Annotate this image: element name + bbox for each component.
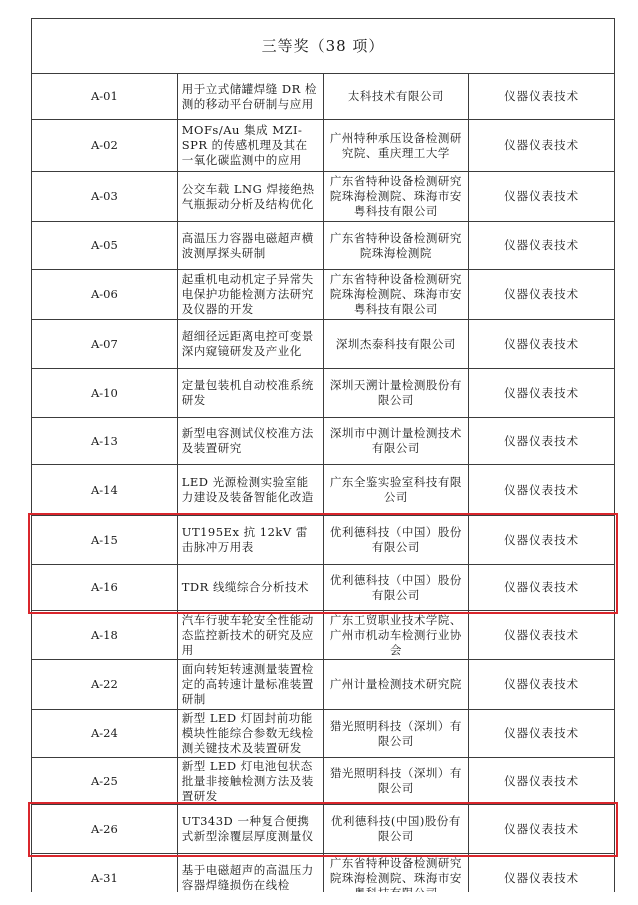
row-code: A-31: [32, 854, 178, 903]
row-project-name: LED 光源检测实验室能力建设及装备智能化改造: [177, 465, 323, 516]
row-organization: 优利德科技（中国）股份有限公司: [323, 565, 469, 611]
row-project-name: 汽车行驶车轮安全性能动态监控新技术的研究及应用: [177, 611, 323, 660]
row-category: 仪器仪表技术: [469, 565, 615, 611]
row-project-name: 基于电磁超声的高温压力容器焊缝损伤在线检: [177, 854, 323, 903]
table-row: [32, 222, 615, 270]
row-project-name: 新型 LED 灯电池包状态批量非接触检测方法及装置研发: [177, 758, 323, 805]
row-organization: 猎光照明科技（深圳）有限公司: [323, 758, 469, 805]
row-category: 仪器仪表技术: [469, 611, 615, 660]
row-organization: 深圳市中测计量检测技术有限公司: [323, 418, 469, 465]
table-row: [32, 465, 615, 516]
row-project-name: TDR 线缆综合分析技术: [177, 565, 323, 611]
row-category: 仪器仪表技术: [469, 172, 615, 222]
row-category: 仪器仪表技术: [469, 758, 615, 805]
title-row: [32, 19, 615, 74]
row-project-name: 新型电容测试仪校准方法及装置研究: [177, 418, 323, 465]
table-row: [32, 120, 615, 172]
row-organization: 广东全鉴实验室科技有限公司: [323, 465, 469, 516]
table-row: [32, 270, 615, 320]
row-project-name: 高温压力容器电磁超声横波测厚探头研制: [177, 222, 323, 270]
row-organization: 广东省特种设备检测研究院珠海检测院、珠海市安粤科技有限公司: [323, 172, 469, 222]
row-organization: 广州计量检测技术研究院: [323, 660, 469, 710]
row-code: A-15: [32, 516, 178, 565]
row-code: A-05: [32, 222, 178, 270]
row-organization: 深圳天溯计量检测股份有限公司: [323, 369, 469, 418]
row-organization: 猎光照明科技（深圳）有限公司: [323, 710, 469, 758]
row-organization: 深圳杰泰科技有限公司: [323, 320, 469, 369]
row-code: A-25: [32, 758, 178, 805]
row-project-name: UT195Ex 抗 12kV 雷击脉冲万用表: [177, 516, 323, 565]
row-code: A-13: [32, 418, 178, 465]
row-code: A-01: [32, 74, 178, 120]
row-project-name: 用于立式储罐焊缝 DR 检测的移动平台研制与应用: [177, 74, 323, 120]
row-category: 仪器仪表技术: [469, 74, 615, 120]
row-code: A-24: [32, 710, 178, 758]
table-row: [32, 320, 615, 369]
row-code: A-02: [32, 120, 178, 172]
row-category: 仪器仪表技术: [469, 270, 615, 320]
row-code: A-26: [32, 805, 178, 854]
table-row: [32, 758, 615, 805]
row-category: 仪器仪表技术: [469, 320, 615, 369]
award-table-sheet: [31, 18, 615, 903]
row-category: 仪器仪表技术: [469, 516, 615, 565]
table-row: [32, 611, 615, 660]
row-category: 仪器仪表技术: [469, 369, 615, 418]
row-organization: 太科技术有限公司: [323, 74, 469, 120]
row-organization: 广东工贸职业技术学院、广州市机动车检测行业协会: [323, 611, 469, 660]
table-row: [32, 74, 615, 120]
row-organization: 广州特种承压设备检测研究院、重庆理工大学: [323, 120, 469, 172]
page-crop-edge: [0, 892, 638, 905]
table-row: [32, 565, 615, 611]
row-project-name: 公交车载 LNG 焊接绝热气瓶振动分析及结构优化: [177, 172, 323, 222]
row-project-name: 面向转矩转速测量装置检定的高转速计量标准装置研制: [177, 660, 323, 710]
row-category: 仪器仪表技术: [469, 854, 615, 903]
row-category: 仪器仪表技术: [469, 222, 615, 270]
row-code: A-14: [32, 465, 178, 516]
row-category: 仪器仪表技术: [469, 805, 615, 854]
row-code: A-03: [32, 172, 178, 222]
row-category: 仪器仪表技术: [469, 710, 615, 758]
table-row: [32, 172, 615, 222]
table-title: 三等奖（38 项）: [32, 19, 615, 74]
table-row: [32, 418, 615, 465]
table-row: [32, 710, 615, 758]
table-row: [32, 369, 615, 418]
row-organization: 广东省特种设备检测研究院珠海检测院、珠海市安粤科技有限公司: [323, 270, 469, 320]
row-project-name: 起重机电动机定子异常失电保护功能检测方法研究及仪器的开发: [177, 270, 323, 320]
row-code: A-18: [32, 611, 178, 660]
row-organization: 广东省特种设备检测研究院珠海检测院: [323, 222, 469, 270]
row-code: A-10: [32, 369, 178, 418]
row-code: A-07: [32, 320, 178, 369]
row-project-name: UT343D 一种复合便携式新型涂覆层厚度测量仪: [177, 805, 323, 854]
table-row: [32, 516, 615, 565]
row-category: 仪器仪表技术: [469, 418, 615, 465]
award-table: [31, 18, 615, 903]
row-code: A-16: [32, 565, 178, 611]
row-project-name: MOFs/Au 集成 MZI-SPR 的传感机理及其在一氧化碳监测中的应用: [177, 120, 323, 172]
row-organization: 广东省特种设备检测研究院珠海检测院、珠海市安: [323, 854, 469, 903]
row-project-name: 定量包装机自动校准系统研发: [177, 369, 323, 418]
row-project-name: 新型 LED 灯固封前功能模块性能综合参数无线检测关键技术及装置研发: [177, 710, 323, 758]
row-category: 仪器仪表技术: [469, 465, 615, 516]
table-row: [32, 660, 615, 710]
row-organization: 优利德科技（中国）股份有限公司: [323, 516, 469, 565]
row-project-name: 超细径远距离电控可变景深内窥镜研发及产业化: [177, 320, 323, 369]
row-category: 仪器仪表技术: [469, 660, 615, 710]
row-category: 仪器仪表技术: [469, 120, 615, 172]
row-code: A-06: [32, 270, 178, 320]
row-organization: 优利德科技(中国)股份有限公司: [323, 805, 469, 854]
table-row: [32, 805, 615, 854]
row-code: A-22: [32, 660, 178, 710]
